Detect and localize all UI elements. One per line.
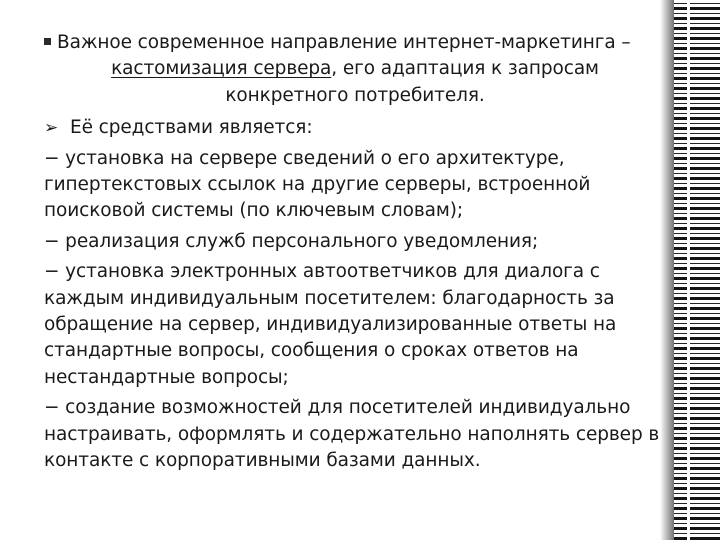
square-bullet-icon xyxy=(44,38,51,45)
customization-term: кастомизация сервера xyxy=(111,58,332,80)
intro-line1: Важное современное направление интернет-маркетинга – xyxy=(57,32,631,53)
slide-text xyxy=(44,30,666,475)
list-item: − установка на сервере сведений о его архитектуре, гипертекстовых ссылок на другие серверы, встроенной поисковой системы (по ключевым словам); xyxy=(44,147,591,222)
edge-line-decoration xyxy=(687,0,690,540)
means-heading xyxy=(44,115,666,141)
list-item: − создание возможностей для посетителей индивидуально настраивать, оформлять и содержательно наполнять сервер в контакте с корпоративными базами данных. xyxy=(44,397,660,472)
list-item: − реализация служб персонального уведомления; xyxy=(44,230,539,252)
intro-line2: , его адаптация к запросам xyxy=(331,58,599,80)
striped-edge-decoration xyxy=(674,0,720,540)
means-heading-text: Её средствами является: xyxy=(70,117,313,139)
intro-first-line xyxy=(44,30,666,56)
intro-line3: конкретного потребителя. xyxy=(225,84,485,106)
arrow-bullet-icon: ➢ xyxy=(44,118,59,139)
list-item: − установка электронных автоответчиков для диалога с каждым индивидуальным посетителем: благодарность за обращение на сервер, индивидуализированные ответы на стандартные вопросы, сообщения о сроках ответов на нестандартные вопросы; xyxy=(44,261,617,388)
intro-paragraph xyxy=(44,30,666,109)
